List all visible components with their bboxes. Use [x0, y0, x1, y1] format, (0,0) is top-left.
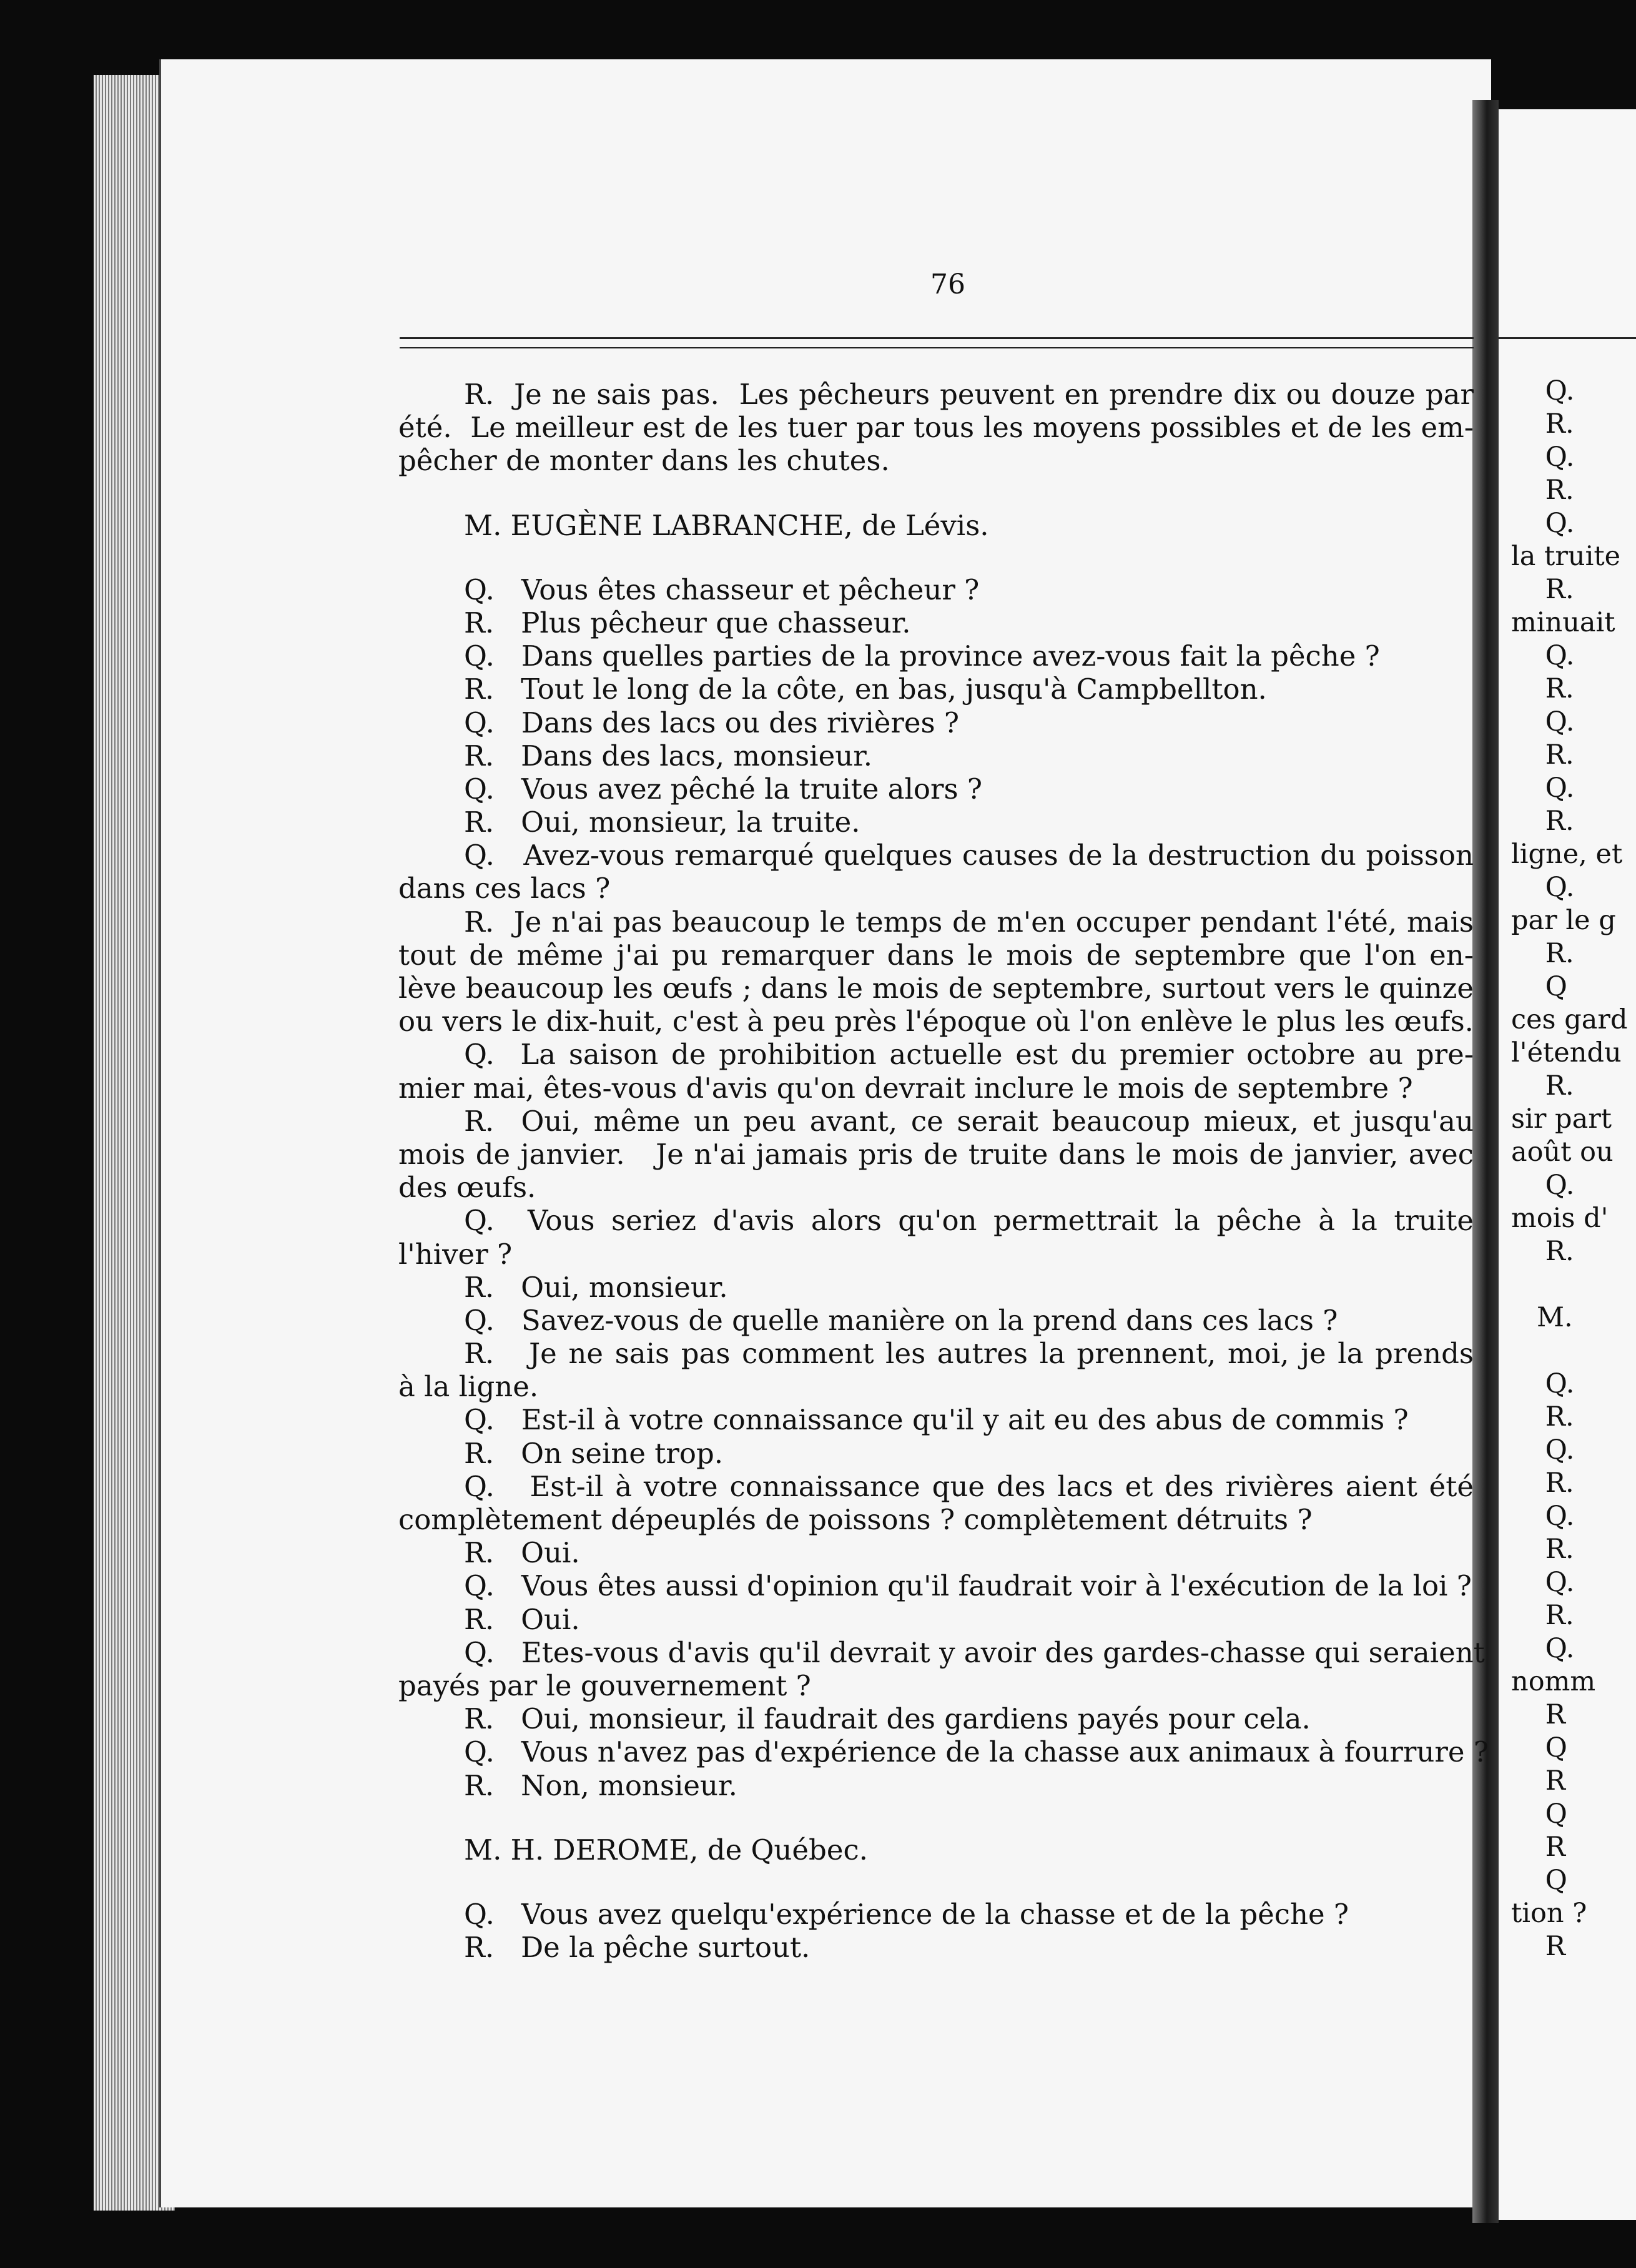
page-number: 76 — [930, 269, 965, 300]
facing-page-line: Q — [1511, 1798, 1567, 1830]
facing-page-line: par le g — [1511, 905, 1616, 936]
facing-page-line: Q — [1511, 971, 1567, 1002]
facing-page-line: R. — [1511, 1236, 1574, 1267]
facing-page-line: sir part — [1511, 1103, 1612, 1135]
witness-heading: M. EUGÈNE LABRANCHE, de Lévis. — [464, 508, 989, 542]
qa-continuation-line: à la ligne. — [398, 1370, 539, 1404]
facing-page-line: M. — [1511, 1302, 1573, 1333]
facing-page-line: Q. — [1511, 508, 1575, 539]
facing-page-line: août ou — [1511, 1136, 1614, 1168]
qa-line: Q. Vous avez pêché la truite alors ? — [464, 772, 983, 806]
qa-line: Q. Vous seriez d'avis alors qu'on permettrait la pêche à la truite — [464, 1204, 1474, 1238]
facing-page-line — [1511, 1268, 1636, 1301]
qa-line: R. Oui, même un peu avant, ce serait beaucoup mieux, et jusqu'au — [464, 1104, 1474, 1138]
facing-page-line: R. — [1511, 574, 1574, 605]
facing-page-line: R. — [1511, 938, 1574, 969]
qa-line: Q. Est-il à votre connaissance que des lacs et des rivières aient été — [464, 1469, 1474, 1503]
qa-line: R. Oui, monsieur. — [464, 1270, 728, 1304]
facing-page-line: R. — [1511, 739, 1574, 771]
facing-page — [1499, 109, 1636, 2220]
facing-page-line: R. — [1511, 408, 1574, 440]
section-gap — [398, 478, 1474, 509]
qa-line: Q. Etes-vous d'avis qu'il devrait y avoir des gardes-chasse qui seraient — [464, 1635, 1485, 1669]
qa-continuation-line: été. Le meilleur est de les tuer par tous les moyens possibles et de les em- — [398, 411, 1474, 445]
qa-line: Q. La saison de prohibition actuelle est du premier octobre au pre- — [464, 1038, 1474, 1072]
qa-continuation-line: pêcher de monter dans les chutes. — [398, 444, 890, 478]
facing-page-line — [1511, 1334, 1636, 1368]
qa-line: R. Non, monsieur. — [464, 1768, 737, 1802]
facing-page-line: Q. — [1511, 441, 1575, 473]
qa-line: Q. Vous n'avez pas d'expérience de la chasse aux animaux à fourrure ? — [464, 1735, 1489, 1769]
qa-line: Q. Dans quelles parties de la province avez-vous fait la pêche ? — [464, 639, 1380, 673]
facing-page-line: ligne, et — [1511, 839, 1623, 870]
qa-line: Q. Avez-vous remarqué quelques causes de la destruction du poisson — [464, 839, 1474, 872]
page-body — [398, 378, 1489, 1965]
qa-line: Q. Est-il à votre connaissance qu'il y ait eu des abus de commis ? — [464, 1403, 1409, 1437]
qa-continuation-line: des œufs. — [398, 1171, 536, 1205]
qa-line: Q. Dans des lacs ou des rivières ? — [464, 706, 960, 739]
qa-line: R. Plus pêcheur que chasseur. — [464, 606, 911, 639]
qa-line: R. Je ne sais pas. Les pêcheurs peuvent en prendre dix ou douze par — [464, 378, 1474, 411]
facing-page-line: Q. — [1511, 1501, 1575, 1532]
facing-page-line: l'étendu — [1511, 1037, 1622, 1068]
facing-page-line: R — [1511, 1832, 1566, 1863]
facing-page-line: Q. — [1511, 772, 1575, 804]
section-gap — [398, 1802, 1474, 1833]
facing-page-line: R. — [1511, 1534, 1574, 1565]
section-gap — [398, 542, 1474, 573]
facing-page-line: R — [1511, 1699, 1566, 1730]
facing-page-line: Q. — [1511, 1368, 1575, 1399]
qa-line: R. On seine trop. — [464, 1436, 724, 1470]
qa-line: Q. Vous êtes aussi d'opinion qu'il faudrait voir à l'exécution de la loi ? — [464, 1569, 1472, 1603]
header-rule-double — [400, 347, 1474, 348]
facing-page-line: R. — [1511, 1600, 1574, 1631]
facing-page-line: R — [1511, 1765, 1566, 1797]
qa-continuation-line: payés par le gouvernement ? — [398, 1669, 811, 1702]
header-rule — [400, 337, 1474, 339]
qa-line: R. Tout le long de la côte, en bas, jusqu'à Campbellton. — [464, 673, 1267, 706]
qa-line: Q. Vous êtes chasseur et pêcheur ? — [464, 573, 980, 606]
witness-heading: M. H. DEROME, de Québec. — [464, 1833, 868, 1866]
facing-page-line: Q. — [1511, 1434, 1575, 1466]
facing-page-line: R. — [1511, 1467, 1574, 1499]
facing-page-line: R. — [1511, 673, 1574, 704]
facing-page-line: Q. — [1511, 1633, 1575, 1664]
facing-page-line: Q. — [1511, 375, 1575, 407]
facing-page-line: Q. — [1511, 706, 1575, 737]
facing-page-line: Q. — [1511, 872, 1575, 903]
qa-line: Q. Vous avez quelqu'expérience de la chasse et de la pêche ? — [464, 1897, 1349, 1931]
qa-continuation-line: lève beaucoup les œufs ; dans le mois de septembre, surtout vers le quinze — [398, 972, 1474, 1005]
qa-line: R. Je ne sais pas comment les autres la prennent, moi, je la prends — [464, 1337, 1474, 1371]
qa-line: Q. Savez-vous de quelle manière on la prend dans ces lacs ? — [464, 1303, 1338, 1337]
facing-page-line: nomm — [1511, 1666, 1596, 1697]
section-gap — [398, 1866, 1474, 1898]
qa-line: R. Oui, monsieur, il faudrait des gardiens payés pour cela. — [464, 1702, 1311, 1736]
facing-page-line: R. — [1511, 1401, 1574, 1432]
facing-page-line: R. — [1511, 1070, 1574, 1102]
qa-continuation-line: mier mai, êtes-vous d'avis qu'on devrait inclure le mois de septembre ? — [398, 1071, 1413, 1105]
qa-line: R. Je n'ai pas beaucoup le temps de m'en occuper pendant l'été, mais — [464, 905, 1474, 939]
qa-continuation-line: dans ces lacs ? — [398, 872, 611, 905]
facing-page-line: Q. — [1511, 1170, 1575, 1201]
facing-page-line: Q — [1511, 1865, 1567, 1896]
qa-line: R. Oui. — [464, 1602, 580, 1636]
facing-page-line: minuait — [1511, 607, 1615, 638]
qa-line: R. Oui. — [464, 1536, 580, 1570]
qa-line: R. Dans des lacs, monsieur. — [464, 739, 873, 772]
facing-page-line: mois d' — [1511, 1203, 1609, 1234]
qa-continuation-line: complètement dépeuplés de poissons ? complètement détruits ? — [398, 1503, 1313, 1536]
facing-page-line: ces gard — [1511, 1004, 1628, 1035]
facing-page-line: Q — [1511, 1732, 1567, 1763]
qa-continuation-line: ou vers le dix-huit, c'est à peu près l'époque où l'on enlève le plus les œufs. — [398, 1005, 1474, 1038]
facing-page-text — [1511, 375, 1636, 1963]
facing-page-line: Q. — [1511, 640, 1575, 671]
qa-line: R. Oui, monsieur, la truite. — [464, 806, 860, 839]
qa-line: R. De la pêche surtout. — [464, 1931, 811, 1965]
facing-page-line: R. — [1511, 475, 1574, 506]
qa-continuation-line: l'hiver ? — [398, 1237, 513, 1271]
book-gutter — [1472, 100, 1499, 2223]
qa-continuation-line: mois de janvier. Je n'ai jamais pris de truite dans le mois de janvier, avec — [398, 1137, 1474, 1171]
facing-page-line: tion ? — [1511, 1898, 1587, 1929]
facing-page-line: la truite — [1511, 541, 1621, 572]
qa-continuation-line: tout de même j'ai pu remarquer dans le mois de septembre que l'on en- — [398, 938, 1474, 972]
facing-page-line: Q. — [1511, 1567, 1575, 1598]
facing-page-line: R. — [1511, 806, 1574, 837]
facing-header-rule — [1499, 337, 1636, 339]
facing-page-line: R — [1511, 1931, 1566, 1962]
